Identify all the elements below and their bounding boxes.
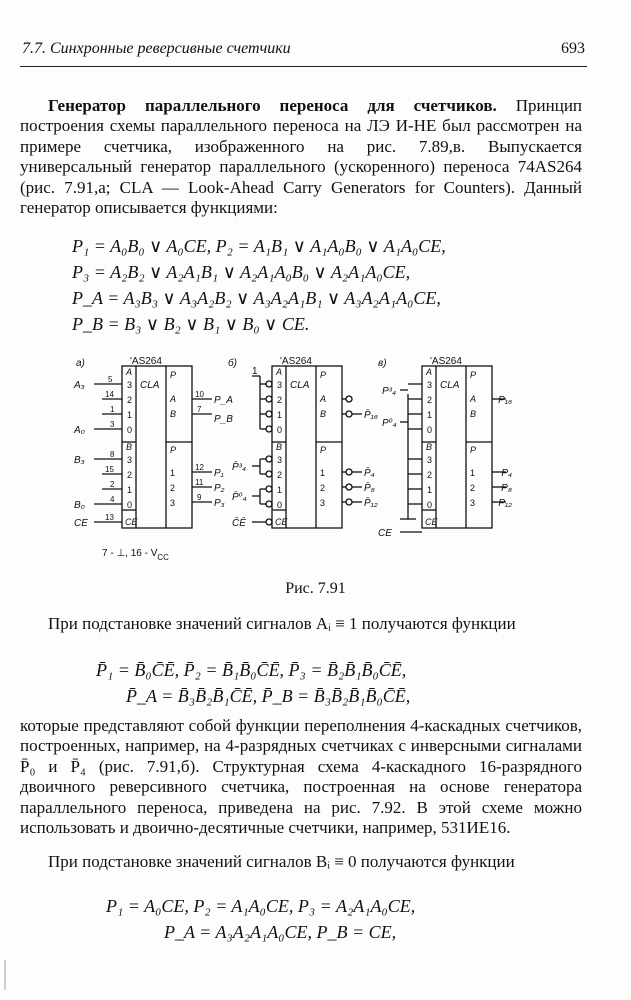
input-b3: B₃: [74, 455, 85, 466]
pin-label: 13: [105, 513, 114, 522]
equation-inverted-pa-pb: P̄_A = B̄₃B̄₂B̄₁C̄Ē, P̄_B = B̄₃B̄₂B̄₁B̄₀C̄Ē,: [126, 686, 411, 706]
figure-7-91: [72, 354, 512, 574]
chip-out-b-label: B: [470, 409, 477, 419]
paragraph-ai-substitution: При подстановке значений сигналов Aᵢ ≡ 1 получаются функции: [48, 614, 516, 633]
chip-bit-number: 2: [427, 395, 433, 405]
figure-caption: Рис. 7.91: [285, 580, 346, 597]
pin-label: 10: [195, 390, 204, 399]
pin-label: 9: [197, 493, 202, 502]
chip-bit-number: 2: [277, 470, 283, 480]
header-rule: [20, 66, 587, 67]
output-p3: P₃: [214, 498, 225, 509]
chip-port-p-label: P: [320, 445, 327, 455]
chip-bit-number: 2: [170, 483, 176, 493]
chip-port-p-label: P: [470, 370, 477, 380]
chip-bit-number: 2: [127, 470, 133, 480]
chip-bit-number: 0: [127, 500, 133, 510]
chip-bit-number: 3: [427, 455, 433, 465]
input-a0: A₀: [74, 425, 85, 436]
pin-label: 5: [108, 375, 113, 384]
chip-bit-number: 1: [127, 485, 133, 495]
chip-port-b-label: B: [426, 442, 433, 452]
chip-bit-number: 0: [127, 425, 133, 435]
equation-inverted-p1-p3: P̄₁ = B̄₀C̄Ē, P̄₂ = B̄₁B̄₀C̄Ē, P̄₃ = B̄₂B̄₁B̄₀C̄Ē,: [96, 660, 407, 680]
chip-bit-number: 2: [127, 395, 133, 405]
chip-ce-label: CE: [425, 517, 438, 527]
pin-label: 8: [110, 450, 115, 459]
input-p4-0: P⁰₄: [382, 418, 397, 429]
chip-port-a-label: A: [426, 367, 433, 377]
chip-out-a-label: A: [470, 394, 477, 404]
chip-out-b-label: B: [320, 409, 327, 419]
pin-label: 15: [105, 465, 114, 474]
chip-bit-number: 2: [427, 470, 433, 480]
section-title: 7.7. Синхронные реверсивные счетчики: [22, 40, 291, 57]
chip-bit-number: 1: [470, 468, 476, 478]
input-logic-one: 1: [252, 366, 258, 377]
chip-out-a-label: A: [170, 394, 177, 404]
chip-bit-number: 0: [277, 500, 283, 510]
input-a3: A₃: [74, 380, 85, 391]
output-pb: P_B: [214, 414, 233, 425]
input-ce-c: CE: [378, 528, 392, 539]
chip-bit-number: 3: [427, 380, 433, 390]
output-p8-inv: P̄₈: [364, 483, 375, 494]
chip-bit-number: 3: [127, 455, 133, 465]
chip-port-a-label: A: [126, 367, 133, 377]
paragraph-overflow-functions: которые представляют собой функции переполнения 4-каскадных счетчиков, построенных, например, на 4-разрядных счетчиках с инверсными сигналами P̄₀ и P̄₄ (рис. 7.91,б). Структурная схема 4-каскадного 16-разрядного двоичного реверсивного счетчика, построенная на основе генератора параллельного переноса, приведена на рис. 7.92. В этой схеме можно использовать и двоично-десятичные счетчики, например, 531ИЕ16.: [20, 716, 582, 838]
chip-port-p-label: P: [320, 370, 327, 380]
chip-bit-number: 1: [427, 410, 433, 420]
chip-a-cla: CLA: [140, 380, 160, 391]
equation-ce-pa-pb: P_A = A₃A₂A₁A₀CE, P_B = CE,: [164, 922, 397, 942]
input-b0: B₀: [74, 500, 85, 511]
input-ce: CE: [74, 518, 88, 529]
paragraph-cla-intro: [20, 96, 582, 218]
paragraph-bi-substitution: При подстановке значений сигналов Bᵢ ≡ 0 получаются функции: [48, 852, 515, 871]
power-note: 7 - ⊥, $16 - V_{CC}$: [102, 548, 169, 562]
pin-label: 3: [110, 420, 115, 429]
pin-label: 7: [197, 405, 202, 414]
pin-label: 14: [105, 390, 114, 399]
equation-p3: P₃ = A₂B₂ ∨ A₂A₁B₁ ∨ A₂A₁A₀B₀ ∨ A₂A₁A₀CE,: [72, 262, 411, 282]
output-p16: P₁₆: [498, 395, 512, 406]
equation-pb: P_B = B₃ ∨ B₂ ∨ B₁ ∨ B₀ ∨ CE.: [72, 314, 310, 334]
running-header: [22, 40, 585, 64]
chip-ce-label: CE: [275, 517, 288, 527]
input-p4-0-inv: P̄⁰₄: [232, 492, 247, 503]
chip-bit-number: 1: [427, 485, 433, 495]
chip-bit-number: 3: [170, 498, 176, 508]
output-p4: P₄: [501, 468, 512, 479]
chip-port-b-label: B: [126, 442, 133, 452]
chip-bit-number: 3: [277, 380, 283, 390]
circuit-diagram: [72, 354, 512, 574]
output-pa: P_A: [214, 395, 233, 406]
paragraph-body: Принцип построения схемы параллельного переноса на ЛЭ И-НЕ был рассмотрен на примере счетчика, изображенного на рис. 7.89,в. Выпускается универсальный генератор параллельного (ускоренного) переноса 74AS264 (рис. 7.91,а; CLA — Look-Ahead Carry Generators for Counters). Данный генератор описывается функциями:: [20, 96, 583, 218]
page-number: 693: [561, 40, 585, 57]
output-p2: P₂: [214, 483, 225, 494]
chip-port-p-label: P: [170, 370, 177, 380]
chip-port-p-label: P: [170, 445, 177, 455]
pin-label: 2: [110, 480, 115, 489]
paragraph-lead: Генератор параллельного переноса для счетчиков.: [48, 96, 497, 115]
chip-ce-label: CE: [125, 517, 138, 527]
output-p1: P₁: [214, 468, 224, 479]
chip-out-b-label: B: [170, 409, 177, 419]
input-ce-inv: C̄Ē: [232, 518, 246, 529]
chip-port-b-label: B: [276, 442, 283, 452]
margin-mark: [4, 960, 6, 990]
output-p12-inv: P̄₁₂: [364, 498, 378, 509]
panel-a-label: а): [76, 358, 85, 369]
chip-bit-number: 0: [427, 500, 433, 510]
panel-c-label: в): [378, 358, 387, 369]
chip-bit-number: 3: [277, 455, 283, 465]
chip-bit-number: 2: [277, 395, 283, 405]
equation-ce-p1-p3: P₁ = A₀CE, P₂ = A₁A₀CE, P₃ = A₂A₁A₀CE,: [106, 896, 416, 916]
pin-label: 12: [195, 463, 204, 472]
chip-bit-number: 1: [277, 410, 283, 420]
output-p12: P₁₂: [498, 498, 512, 509]
pin-label: 11: [195, 478, 204, 487]
pin-label: 1: [110, 405, 115, 414]
input-p4-3: P³₄: [382, 386, 397, 397]
equation-p1-p2: P₁ = A₀B₀ ∨ A₀CE, P₂ = A₁B₁ ∨ A₁A₀B₀ ∨ A₁A₀CE,: [72, 236, 446, 256]
chip-a-name: 'AS264: [130, 356, 162, 367]
chip-bit-number: 1: [127, 410, 133, 420]
chip-port-p-label: P: [470, 445, 477, 455]
chip-bit-number: 0: [277, 425, 283, 435]
chip-bit-number: 1: [320, 468, 326, 478]
panel-b-label: б): [228, 358, 237, 369]
equation-pa: P_A = A₃B₃ ∨ A₃A₂B₂ ∨ A₃A₂A₁B₁ ∨ A₃A₂A₁A₀CE,: [72, 288, 441, 308]
chip-bit-number: 1: [170, 468, 176, 478]
output-p8: P₈: [501, 483, 512, 494]
chip-bit-number: 3: [320, 498, 326, 508]
chip-out-a-label: A: [320, 394, 327, 404]
chip-c-name: 'AS264: [430, 356, 462, 367]
chip-bit-number: 0: [427, 425, 433, 435]
chip-bit-number: 1: [277, 485, 283, 495]
chip-bit-number: 2: [320, 483, 326, 493]
chip-bit-number: 3: [470, 498, 476, 508]
chip-b-name: 'AS264: [280, 356, 312, 367]
chip-port-a-label: A: [276, 367, 283, 377]
chip-bit-number: 2: [470, 483, 476, 493]
pin-label: 4: [110, 495, 115, 504]
chip-bit-number: 3: [127, 380, 133, 390]
chip-c-cla: CLA: [440, 380, 460, 391]
output-p16-inv: P̄₁₆: [364, 410, 378, 421]
output-p4-inv: P̄₄: [364, 468, 375, 479]
chip-b-cla: CLA: [290, 380, 310, 391]
input-p4-3-inv: P̄³₄: [232, 462, 247, 473]
